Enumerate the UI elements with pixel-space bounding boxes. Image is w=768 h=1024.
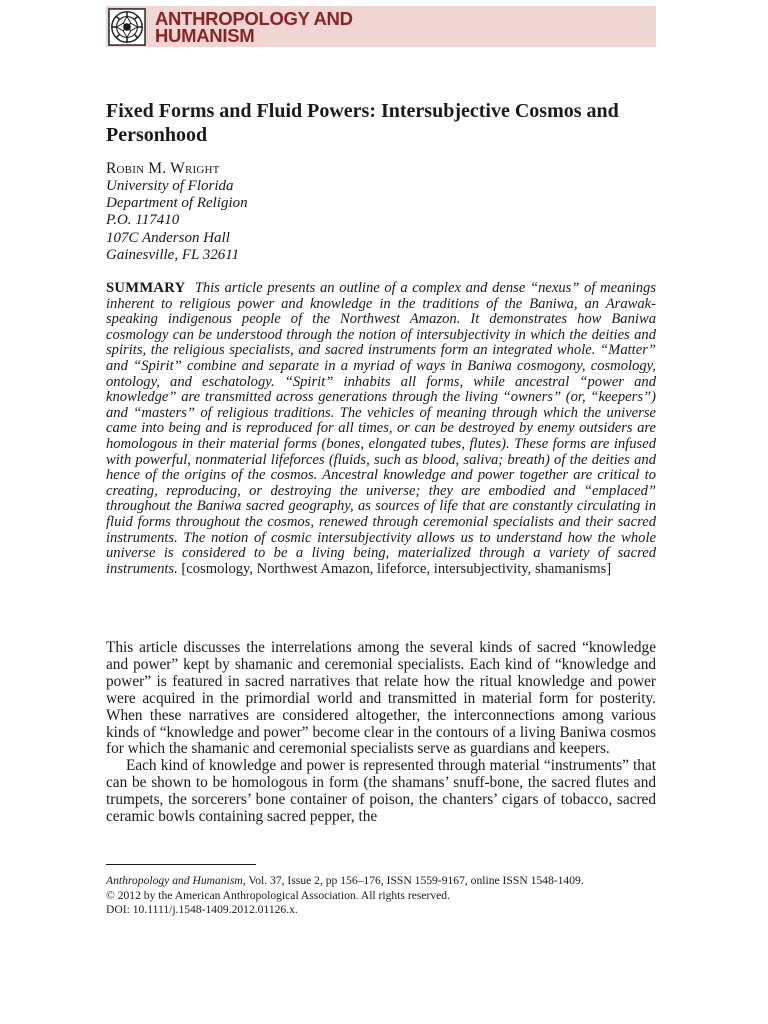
summary-keywords: [cosmology, Northwest Amazon, lifeforce, intersubjectivity, shamanisms]	[181, 560, 612, 577]
citation-footnote	[106, 874, 656, 918]
author	[106, 159, 220, 179]
affiliation-city: Gainesville, FL 32611	[106, 246, 240, 263]
author-affiliation	[106, 178, 248, 264]
footnote-citation	[106, 874, 656, 889]
journal-name-line1: ANTHROPOLOGY AND	[155, 7, 353, 29]
footnote-doi: DOI: 10.1111/j.1548-1409.2012.01126.x.	[106, 903, 298, 916]
body-paragraph-2: Each kind of knowledge and power is represented through material “instruments” that can be shown to be homologous in form (the shamans’ snuff-bone, the sacred flutes and trumpets, the sorcerers’ bone container of poison, the chanters’ cigars of tobacco, sacred ceramic bowls containing sacred pepper, the	[106, 757, 656, 826]
journal-name	[155, 7, 353, 46]
affiliation-department: Department of Religion	[106, 195, 248, 212]
summary-abstract	[106, 281, 656, 577]
footnote-citation-details: , Vol. 37, Issue 2, pp 156–176, ISSN 1559-9167, online ISSN 1548-1409.	[242, 874, 584, 887]
author-name: Robin M. Wright	[106, 160, 220, 177]
article-title: Fixed Forms and Fluid Powers: Intersubjective Cosmos and Personhood	[106, 100, 619, 146]
footnote-journal-name: Anthropology and Humanism	[106, 874, 243, 887]
summary-label: SUMMARY	[106, 280, 186, 296]
affiliation-building: 107C Anderson Hall	[106, 229, 230, 246]
footnote-divider	[106, 864, 256, 865]
journal-banner	[106, 6, 656, 47]
affiliation-university: University of Florida	[106, 178, 234, 194]
journal-name-line2: HUMANISM	[155, 24, 255, 46]
footnote-copyright: © 2012 by the American Anthropological Association. All rights reserved.	[106, 888, 451, 902]
journal-seal-icon	[108, 8, 146, 46]
summary-text: This article presents an outline of a complex and dense “nexus” of meanings inherent to religious power and knowledge in the traditions of the Baniwa, an Arawak-speaking indigenous people of the Northwest Amazon. It demonstrates how Baniwa cosmology can be understood through the notion of intersubjectivity in which the deities and spirits, the religious specialists, and sacred instruments form an integrated whole. “Matter” and “Spirit” combine and separate in a myriad of ways in Baniwa cosmogony, cosmology, ontology, and eschatology. “Spirit” inhabits all forms, while ancestral “power and knowledge” are transmitted across generations through the living “owners” (or, “keepers”) and “masters” of religious traditions. The vehicles of meaning through which the universe came into being and is reproduced for all times, or can be destroyed by enemy outsiders are homologous in their material forms (bones, elongated tubes, flutes). These forms are infused with powerful, nonmaterial lifeforces (fluids, such as blood, saliva; breath) of the deities and hence of the origins of the cosmos. Ancestral knowledge and power together are critical to creating, reproducing, or destroying the universe; they are embodied and “emplaced” throughout the Baniwa sacred geography, as sources of life that are constantly circulating in fluid forms throughout the cosmos, renewed through ceremonial specialists and their sacred instruments. The notion of cosmic intersubjectivity allows us to understand how the whole universe is considered to be a living being, materialized through a variety of sacred instruments.	[106, 280, 656, 577]
article-body	[106, 640, 656, 826]
body-paragraph-1: This article discusses the interrelations among the several kinds of sacred “knowledge and power” kept by shamanic and ceremonial specialists. Each kind of “knowledge and power” is featured in sacred narratives that relate how the ritual knowledge and power were acquired in the primordial world and transmitted in material form for posterity. When these narratives are considered altogether, the interconnections among various kinds of “knowledge and power” become clear in the contours of a living Baniwa cosmos for which the shamanic and ceremonial specialists serve as guardians and keepers.	[106, 639, 656, 758]
affiliation-po-box: P.O. 117410	[106, 212, 180, 229]
